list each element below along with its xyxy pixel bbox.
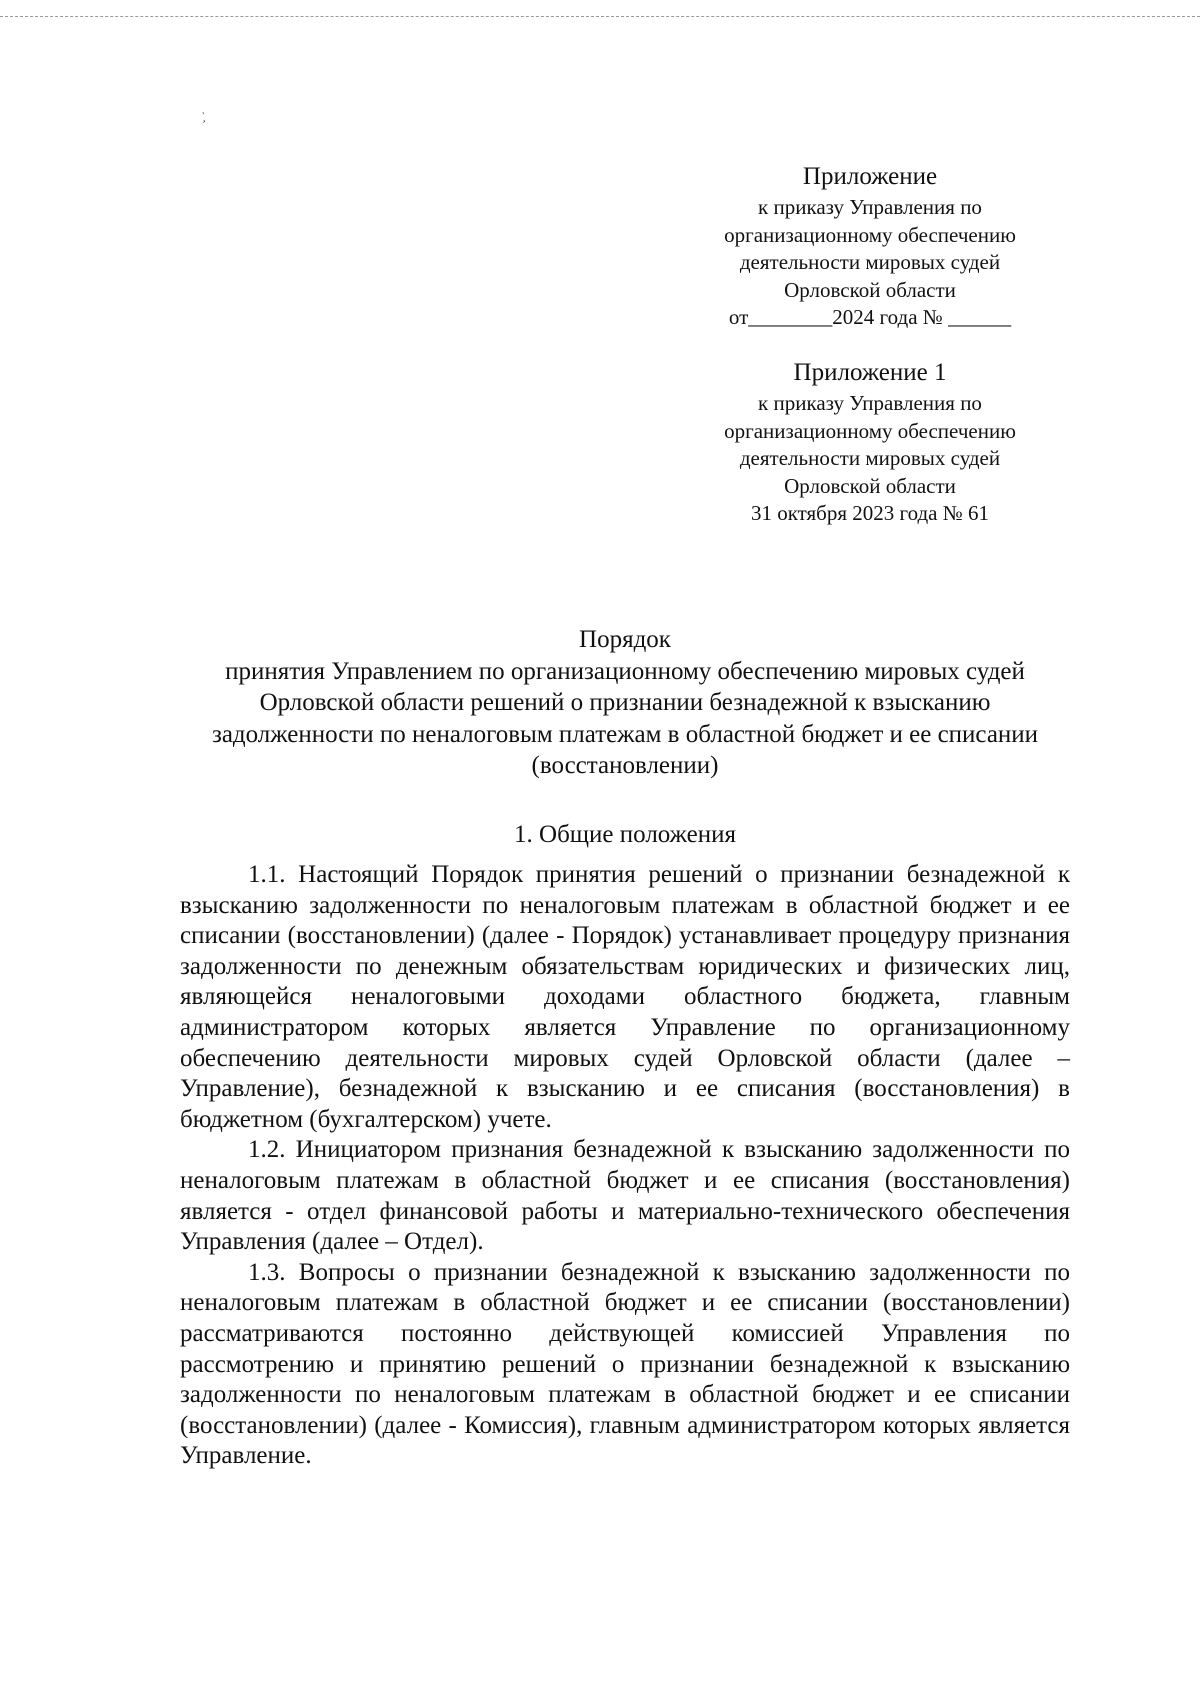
section-heading: 1. Общие положения	[514, 821, 736, 848]
document-title	[180, 624, 1070, 782]
title-line: (восстановлении)	[531, 752, 719, 779]
appendix-line: организационному обеспечению	[724, 418, 1016, 443]
appendix-heading: Приложение 1	[793, 359, 947, 386]
appendix-header-current	[690, 160, 1050, 332]
section-body	[180, 860, 1070, 1472]
appendix-line: деятельности мировых судей	[739, 446, 1001, 470]
appendix-line: Орловской области	[784, 277, 956, 302]
appendix-line: организационному обеспечению	[724, 222, 1016, 247]
appendix-date-line: 31 октября 2023 года № 61	[750, 501, 990, 525]
appendix-line: к приказу Управления по	[758, 391, 982, 415]
title-line: задолженности по неналоговым платежам в областной бюджет и ее списании	[211, 720, 1039, 748]
title-line: принятия Управлением по организационному обеспечению мировых судей	[225, 657, 1025, 685]
scan-top-edge	[0, 16, 1200, 17]
appendix-line: к приказу Управления по	[758, 195, 982, 219]
title-line: Орловской области решений о признании безнадежной к взысканию	[259, 689, 991, 716]
appendix-line: Орловской области	[784, 473, 956, 498]
scan-speck-mark: `,	[197, 109, 210, 125]
paragraph-1-2: 1.2. Инициатором признания безнадежной к взысканию задолженности по неналоговым платежам в областной бюджет и ее списания (восстановления) является - отдел финансовой работы и материально-технического обеспечения Управления (далее – Отдел).	[180, 1136, 1070, 1256]
appendix-line: деятельности мировых судей	[739, 250, 1001, 274]
paragraph-1-1: 1.1. Настоящий Порядок принятия решений о признании безнадежной к взысканию задолженности по неналоговым платежам в областной бюджет и ее списании (восстановлении) (далее - Порядок) устанавливает процедуру признания задолженности по денежным обязательствам юридических и физических лиц, являющейся неналоговыми доходами областного бюджета, главным администратором которых является Управление по организационному обеспечению деятельности мировых судей Орловской области (далее – Управление), безнадежной к взысканию и ее списания (восстановления) в бюджетном (бухгалтерском) учете.	[180, 861, 1070, 1133]
appendix-heading: Приложение	[802, 163, 938, 190]
paragraph-1-3: 1.3. Вопросы о признании безнадежной к взысканию задолженности по неналоговым платежам в областной бюджет и ее списании (восстановлении) рассматриваются постоянно действующей комиссией Управления по рассмотрению и принятию решений о признании безнадежной к взысканию задолженности по неналоговым платежам в областной бюджет и ее списании (восстановлении) (далее - Комиссия), главным администратором которых является Управление.	[180, 1258, 1070, 1470]
appendix-date-line: от________2024 года № ______	[728, 305, 1012, 329]
appendix-header-original	[690, 356, 1050, 528]
title-line: Порядок	[579, 626, 671, 653]
